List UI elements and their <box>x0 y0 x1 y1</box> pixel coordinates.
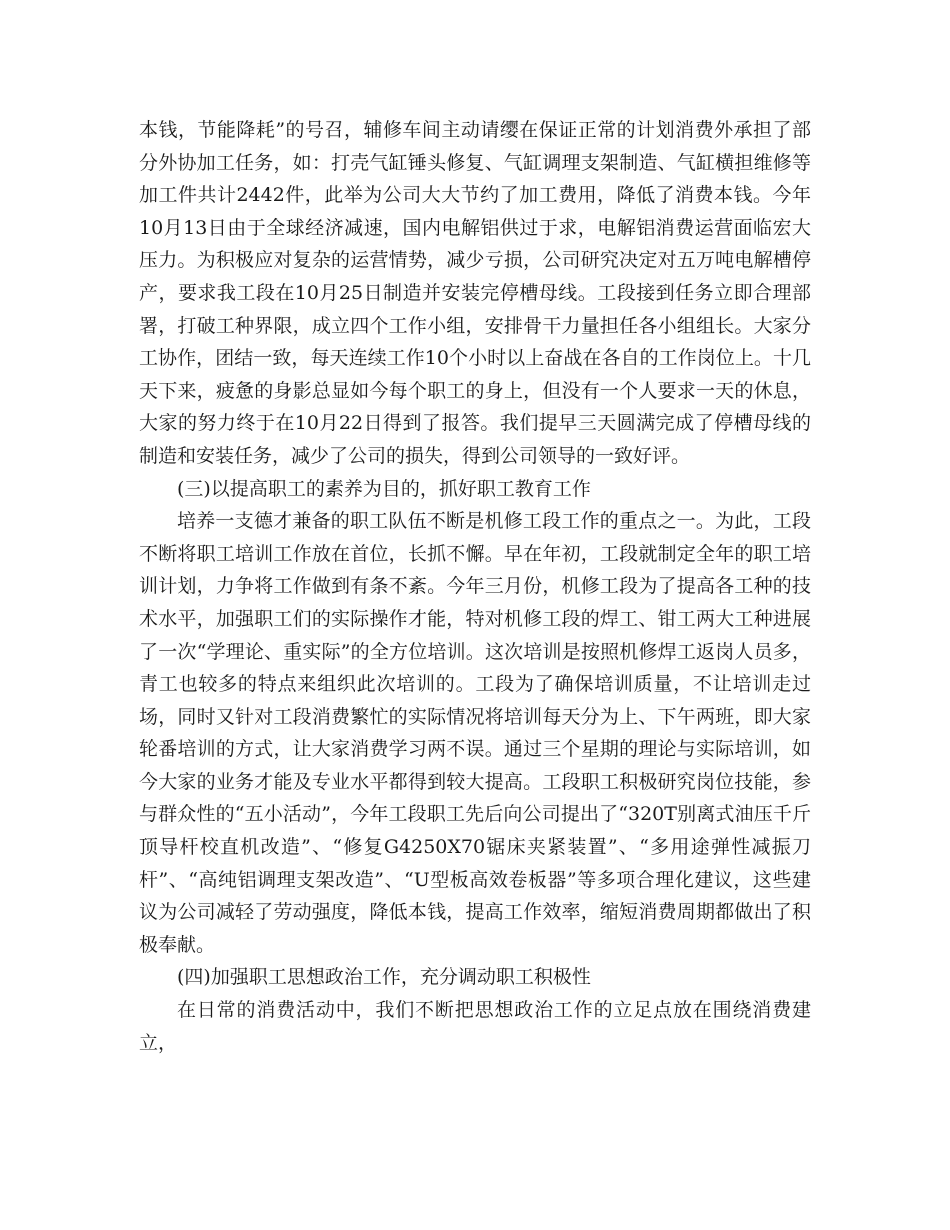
section-heading-4: (四)加强职工思想政治工作，充分调动职工积极性 <box>177 966 591 989</box>
section-heading-3: (三)以提高职工的素养为目的，抓好职工教育工作 <box>177 477 591 500</box>
paragraph-political-work: 在日常的消费活动中，我们不断把思想政治工作的立足点放在围绕消费建立， <box>139 999 811 1054</box>
paragraph-continuation: 本钱，节能降耗”的号召，辅修车间主动请缨在保证正常的计划消费外承担了部分外协加工任务，如：打壳气缸锤头修复、气缸调理支架制造、气缸横担维修等加工件共计2442件，此举为公司大大节约了加工费用，降低了消费本钱。今年10月13日由于全球经济减速，国内电解铝供过于求，电解铝消费运营面临宏大压力。为积极应对复杂的运营情势，减少亏损，公司研究决定对五万吨电解槽停产，要求我工段在10月25日制造并安装完停槽母线。工段接到任务立即合理部署，打破工种界限，成立四个工作小组，安排骨干力量担任各小组组长。大家分工协作，团结一致，每天连续工作10个小时以上奋战在各自的工作岗位上。十几天下来，疲惫的身影总显如今每个职工的身上，但没有一个人要求一天的休息，大家的努力终于在10月22日得到了报答。我们提早三天圆满完成了停槽母线的制造和安装任务，减少了公司的损失，得到公司领导的一致好评。 <box>139 119 811 467</box>
document-body <box>139 114 811 1059</box>
paragraph-training: 培养一支德才兼备的职工队伍不断是机修工段工作的重点之一。为此，工段不断将职工培训工作放在首位，长抓不懈。早在年初，工段就制定全年的职工培训计划，力争将工作做到有条不紊。今年三月份，机修工段为了提高各工种的技术水平，加强职工们的实际操作才能，特对机修工段的焊工、钳工两大工种进展了一次“学理论、重实际”的全方位培训。这次培训是按照机修焊工返岗人员多，青工也较多的特点来组织此次培训的。工段为了确保培训质量，不让培训走过场，同时又针对工段消费繁忙的实际情况将培训每天分为上、下午两班，即大家轮番培训的方式，让大家消费学习两不误。通过三个星期的理论与实际培训，如今大家的业务才能及专业水平都得到较大提高。工段职工积极研究岗位技能，参与群众性的“五小活动”，今年工段职工先后向公司提出了“320T别离式油压千斤顶导杆校直机改造”、“修复G4250X70锯床夹紧装置”、“多用途弹性减振刀杆”、“高纯铝调理支架改造”、“U型板高效卷板器”等多项合理化建议，这些建议为公司减轻了劳动强度，降低本钱，提高工作效率，缩短消费周期都做出了积极奉献。 <box>139 510 811 956</box>
